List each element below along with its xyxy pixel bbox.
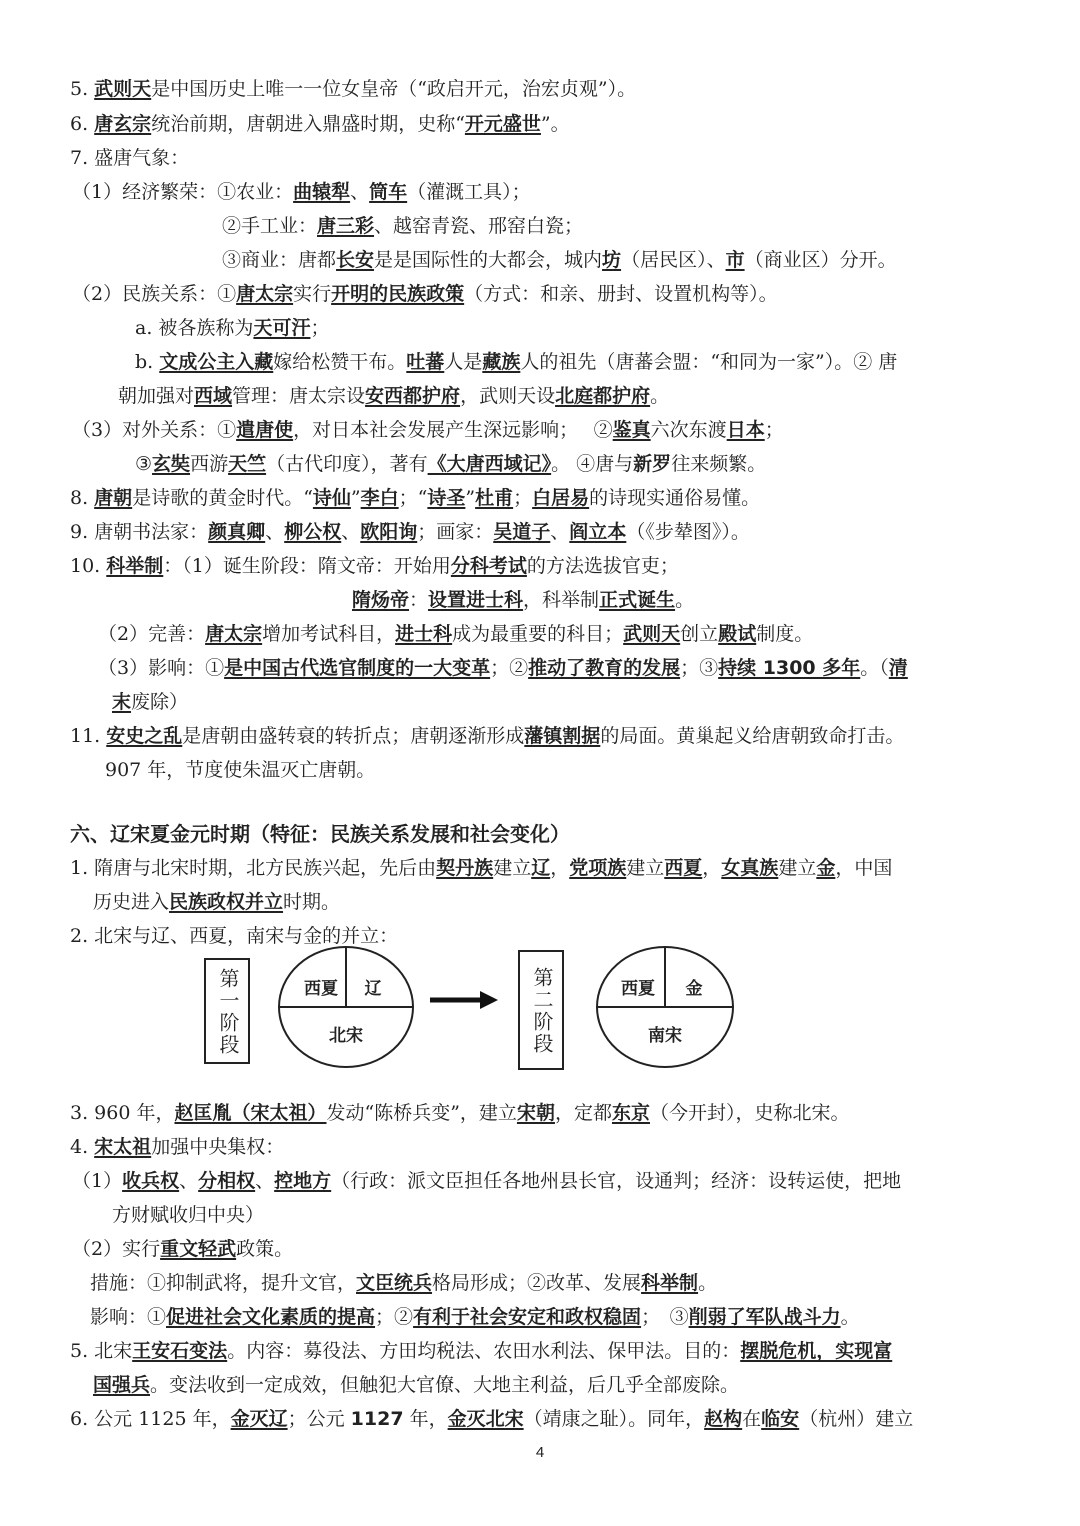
text-segment: ； ③ [641,1306,689,1328]
text-line [0,817,1080,851]
keyword-underlined: 女真族 [721,857,779,879]
keyword-underlined: 赵构 [704,1408,743,1430]
text-line [0,277,1080,311]
text-segment: 、 [550,521,570,543]
text-segment: （靖康之耻）。同年， [523,1408,705,1430]
text-segment: 影响：① [90,1306,167,1328]
keyword-underlined: 天可汗 [253,317,311,339]
text-line [0,311,1080,345]
text-line [0,919,1080,953]
text-line [0,243,1080,277]
text-segment: （今开封），史称北宋。 [649,1102,850,1124]
stage-box-1 [204,958,250,1064]
stage-label-1: 第一阶段 [216,968,240,1056]
text-segment: ， [702,857,722,879]
keyword-bold: 1127 [350,1408,404,1430]
text-line [0,719,1080,753]
keyword-underlined: 白居易 [532,487,590,509]
text-segment: ③ [135,453,153,475]
keyword-underlined: 促进社会文化素质的提高 [166,1306,376,1328]
text-segment: ；画家： [417,521,494,543]
text-segment: 。 [675,589,695,611]
text-segment: （行政：派文臣担任各地州县长官，设通判；经济：设转运使，把地 [331,1170,902,1192]
keyword-underlined: 天竺 [228,453,267,475]
text-segment: ，中国 [835,857,893,879]
region-beisong: 北宋 [329,1026,363,1046]
text-segment: 的诗现实通俗易懂。 [589,487,761,509]
text-line [0,1232,1080,1266]
text-segment: a. 被各族称为 [135,317,254,339]
keyword-underlined: 党项族 [569,857,627,879]
text-segment: ；③ [680,657,719,679]
keyword-underlined: 控地方 [274,1170,332,1192]
keyword-underlined: 开明的民族政策 [331,283,465,305]
text-segment: （杭州）建立 [799,1408,914,1430]
keyword-underlined: 科举制 [106,555,164,577]
keyword-underlined: 推动了教育的发展 [528,657,681,679]
keyword-underlined: 宋太祖 [94,1136,152,1158]
keyword-underlined: 赵匡胤（宋太祖） [174,1102,327,1124]
text-segment: 、 [255,1170,275,1192]
text-segment: （1）经济繁荣：①农业： [72,181,294,203]
keyword-underlined: 持续 1300 多年 [718,657,861,679]
text-segment: （古代印度），著有 [266,453,428,475]
text-segment: ，武则天设 [460,385,556,407]
keyword-underlined: 末 [112,691,132,713]
text-segment: 实行 [293,283,332,305]
text-segment: 创立 [680,623,719,645]
keyword-underlined: 重文轻武 [160,1238,237,1260]
text-segment: 嫁给松赞干布。 [273,351,407,373]
text-segment: 、 [350,181,370,203]
text-segment: 建立 [778,857,817,879]
text-segment: 成为最重要的科目； [452,623,624,645]
keyword-underlined: 诗圣 [427,487,466,509]
keyword-underlined: 国强兵 [93,1374,151,1396]
keyword-underlined: 分科考试 [450,555,527,577]
text-segment: （2）完善： [98,623,206,645]
keyword-underlined: 设置进士科 [428,589,524,611]
text-segment: 10. [70,555,107,577]
text-line [0,413,1080,447]
text-segment: 4. [70,1136,95,1158]
text-segment: 时期。 [283,891,341,913]
text-segment: （方式：和亲、册封、设置机构等）。 [464,283,778,305]
keyword-underlined: 科举制 [641,1272,699,1294]
text-segment: ，定都 [554,1102,612,1124]
text-segment: （灌溉工具）； [407,181,531,203]
keyword-underlined: 鉴真 [612,419,651,441]
text-line [0,515,1080,549]
text-segment: 是唐朝由盛转衰的转折点；唐朝逐渐形成 [182,725,525,747]
text-segment: ； [310,317,330,339]
text-segment: ③商业：唐都 [222,249,337,271]
text-segment: 7. 盛唐气象： [70,147,190,169]
text-segment: ” [465,487,476,509]
text-segment: 、 [265,521,285,543]
text-segment: （3）对外关系：① [72,419,237,441]
keyword-underlined: 藩镇割据 [524,725,601,747]
keyword-underlined: 柳公权 [284,521,342,543]
text-line [0,885,1080,919]
keyword-underlined: 诗仙 [312,487,351,509]
text-line [0,651,1080,685]
text-segment: 方财赋收归中央） [112,1204,265,1226]
text-line [0,1334,1080,1368]
text-segment: ， [550,857,570,879]
keyword-underlined: 削弱了军队战斗力 [688,1306,841,1328]
arrow-right-icon [428,988,500,1012]
text-segment: 制度。 [756,623,814,645]
keyword-underlined: 辽 [531,857,551,879]
text-segment: 六次东渡 [650,419,727,441]
keyword-underlined: 殿试 [718,623,757,645]
text-segment: 。 ④唐与 [551,453,634,475]
text-line [0,72,1080,106]
region-nansong: 南宋 [648,1026,682,1046]
text-segment: （2）民族关系：① [72,283,237,305]
keyword-underlined: 是中国古代选官制度的一大变革 [224,657,491,679]
keyword-underlined: 唐玄宗 [94,113,152,135]
keyword-underlined: 正式诞生 [599,589,676,611]
text-segment: 3. 960 年， [70,1102,175,1124]
text-segment: 统治前期，唐朝进入鼎盛时期，史称“ [151,113,465,135]
text-segment: 在 [742,1408,762,1430]
text-segment: 9. 唐朝书法家： [70,521,209,543]
keyword-underlined: 东京 [611,1102,650,1124]
text-line [0,209,1080,243]
keyword-underlined: 颜真卿 [208,521,266,543]
text-segment: 1. 隋唐与北宋时期，北方民族兴起，先后由 [70,857,437,879]
text-segment: ； [764,419,784,441]
keyword-underlined: 临安 [761,1408,800,1430]
keyword-underlined: 长安 [336,249,375,271]
text-segment: 政策。 [236,1238,294,1260]
text-segment: 11. [70,725,107,747]
keyword-underlined: 开元盛世 [464,113,541,135]
keyword-underlined: 玄奘 [152,453,191,475]
text-segment: 年， [403,1408,448,1430]
text-line [0,1096,1080,1130]
keyword-underlined: 民族政权并立 [169,891,284,913]
text-segment: 5. [70,78,95,100]
text-segment: 措施：①抑制武将，提升文官， [90,1272,357,1294]
keyword-underlined: 唐朝 [94,487,133,509]
text-line [0,1300,1080,1334]
text-segment: 907 年，节度使朱温灭亡唐朝。 [105,759,376,781]
text-segment: （3）影响：① [98,657,225,679]
text-line [0,447,1080,481]
text-line [0,1402,1080,1436]
text-segment: 。（ [860,657,889,679]
text-segment: ；“ [398,487,428,509]
text-segment: ；② [375,1306,414,1328]
keyword-underlined: 阎立本 [569,521,627,543]
text-segment: 历史进入 [93,891,170,913]
text-line [0,1266,1080,1300]
text-segment: 人的祖先（唐蕃会盟：“和同为一家”）。② 唐 [520,351,898,373]
keyword-underlined: 杜甫 [475,487,514,509]
keyword-underlined: 宋朝 [516,1102,555,1124]
text-line [0,685,1080,719]
text-line [0,1198,1080,1232]
region-xixia-2: 西夏 [621,979,655,999]
text-segment: 。 [840,1306,860,1328]
keyword-underlined: 藏族 [482,351,521,373]
text-line [0,583,1080,617]
text-segment: （《步辇图》）。 [626,521,750,543]
text-segment: ”。 [540,113,570,135]
keyword-underlined: 《大唐西域记》 [427,453,552,475]
keyword-underlined: 欧阳询 [360,521,418,543]
text-line [0,379,1080,413]
text-segment: 发动“陈桥兵变”，建立 [326,1102,517,1124]
text-segment: 。 [650,385,670,407]
keyword-underlined: 唐三彩 [317,215,375,237]
text-line [0,1368,1080,1402]
text-segment: ； [513,487,533,509]
text-segment: （2）实行 [72,1238,161,1260]
keyword-underlined: 西夏 [664,857,703,879]
keyword-underlined: 清 [888,657,908,679]
text-segment: 的局面。黄巢起义给唐朝致命打击。 [600,725,905,747]
keyword-underlined: 吴道子 [493,521,551,543]
section-heading: 六、辽宋夏金元时期（特征：民族关系发展和社会变化） [70,822,570,846]
keyword-bold: 新罗 [633,453,672,475]
keyword-underlined: 市 [725,249,745,271]
text-segment: ，对日本社会发展产生深远影响； ② [293,419,613,441]
keyword-underlined: 日本 [726,419,765,441]
circle-diagram-2 [594,944,736,1070]
keyword-underlined: 文成公主入藏 [159,351,274,373]
keyword-underlined: 契丹族 [436,857,494,879]
text-segment: 。 [698,1272,718,1294]
keyword-underlined: 坊 [602,249,622,271]
text-segment: 建立 [493,857,532,879]
keyword-underlined: 摆脱危机，实现富 [740,1340,893,1362]
text-segment: 朝加强对 [118,385,195,407]
text-segment: 、 [179,1170,199,1192]
text-segment: 建立 [626,857,665,879]
page-number: 4 [535,1444,545,1461]
text-line [0,753,1080,787]
text-segment: ，科举制 [523,589,600,611]
text-segment: 、 [341,521,361,543]
text-segment: 加强中央集权： [151,1136,285,1158]
text-segment: b. [135,351,160,373]
keyword-underlined: 金灭辽 [230,1408,288,1430]
text-line [0,1130,1080,1164]
text-segment: 。变法收到一定成效，但触犯大官僚、大地主利益，后几乎全部废除。 [150,1374,740,1396]
text-segment: ；公元 [287,1408,351,1430]
text-segment: 往来频繁。 [671,453,767,475]
text-segment: 、越窑青瓷、邢窑白瓷； [374,215,584,237]
text-segment: （居民区）、 [621,249,726,271]
text-line [0,141,1080,175]
keyword-underlined: 隋炀帝 [352,589,410,611]
text-segment: 是是国际性的大都会，城内 [374,249,603,271]
keyword-underlined: 有利于社会安定和政权稳固 [413,1306,642,1328]
keyword-underlined: 曲辕犁 [293,181,351,203]
text-segment: 5. 北宋 [70,1340,133,1362]
text-line [0,549,1080,583]
text-line [0,1164,1080,1198]
text-segment: 6. [70,113,95,135]
text-segment: 6. 公元 1125 年， [70,1408,231,1430]
keyword-underlined: 金 [816,857,836,879]
keyword-underlined: 文臣统兵 [356,1272,433,1294]
text-segment: 西游 [190,453,229,475]
text-segment: 8. [70,487,95,509]
region-liao: 辽 [364,979,382,999]
keyword-underlined: 遣唐使 [236,419,294,441]
keyword-underlined: 王安石变法 [132,1340,228,1362]
region-xixia-1: 西夏 [304,979,338,999]
text-segment: 的方法选拔官吏； [526,555,679,577]
text-segment: ；② [490,657,529,679]
keyword-underlined: 武则天 [94,78,152,100]
text-line [0,175,1080,209]
keyword-underlined: 唐太宗 [236,283,294,305]
keyword-underlined: 筒车 [369,181,408,203]
keyword-underlined: 西域 [194,385,233,407]
text-segment: ：（1）诞生阶段：隋文帝：开始用 [163,555,451,577]
text-line [0,851,1080,885]
region-jin: 金 [685,979,703,999]
text-segment: 是中国历史上唯一一位女皇帝（“政启开元，治宏贞观”）。 [151,78,637,100]
stage-label-2: 第二阶段 [530,967,554,1055]
keyword-underlined: 收兵权 [122,1170,180,1192]
text-segment: ” [350,487,361,509]
text-segment: （1） [72,1170,123,1192]
text-segment: 增加考试科目， [262,623,396,645]
circle-diagram-1 [276,944,416,1070]
text-line [0,617,1080,651]
text-line [0,481,1080,515]
keyword-underlined: 武则天 [623,623,681,645]
text-segment: 管理：唐太宗设 [232,385,366,407]
text-segment: （商业区）分开。 [744,249,897,271]
text-segment: 。内容：募役法、方田均税法、农田水利法、保甲法。目的： [227,1340,741,1362]
keyword-underlined: 北庭都护府 [555,385,651,407]
text-segment: ②手工业： [222,215,318,237]
keyword-underlined: 进士科 [395,623,453,645]
keyword-underlined: 唐太宗 [205,623,263,645]
text-segment: 是诗歌的黄金时代。“ [132,487,313,509]
text-segment: 2. 北宋与辽、西夏，南宋与金的并立： [70,925,399,947]
text-segment: 废除） [131,691,189,713]
text-line [0,107,1080,141]
keyword-underlined: 李白 [360,487,399,509]
keyword-underlined: 分相权 [198,1170,256,1192]
text-segment: 人是 [444,351,483,373]
text-segment: 格局形成；②改革、发展 [432,1272,642,1294]
stage-box-2 [518,950,564,1070]
keyword-underlined: 吐蕃 [406,351,445,373]
keyword-underlined: 金灭北宋 [447,1408,524,1430]
text-line [0,345,1080,379]
keyword-underlined: 安史之乱 [106,725,183,747]
text-segment: ： [409,589,429,611]
keyword-underlined: 安西都护府 [365,385,461,407]
